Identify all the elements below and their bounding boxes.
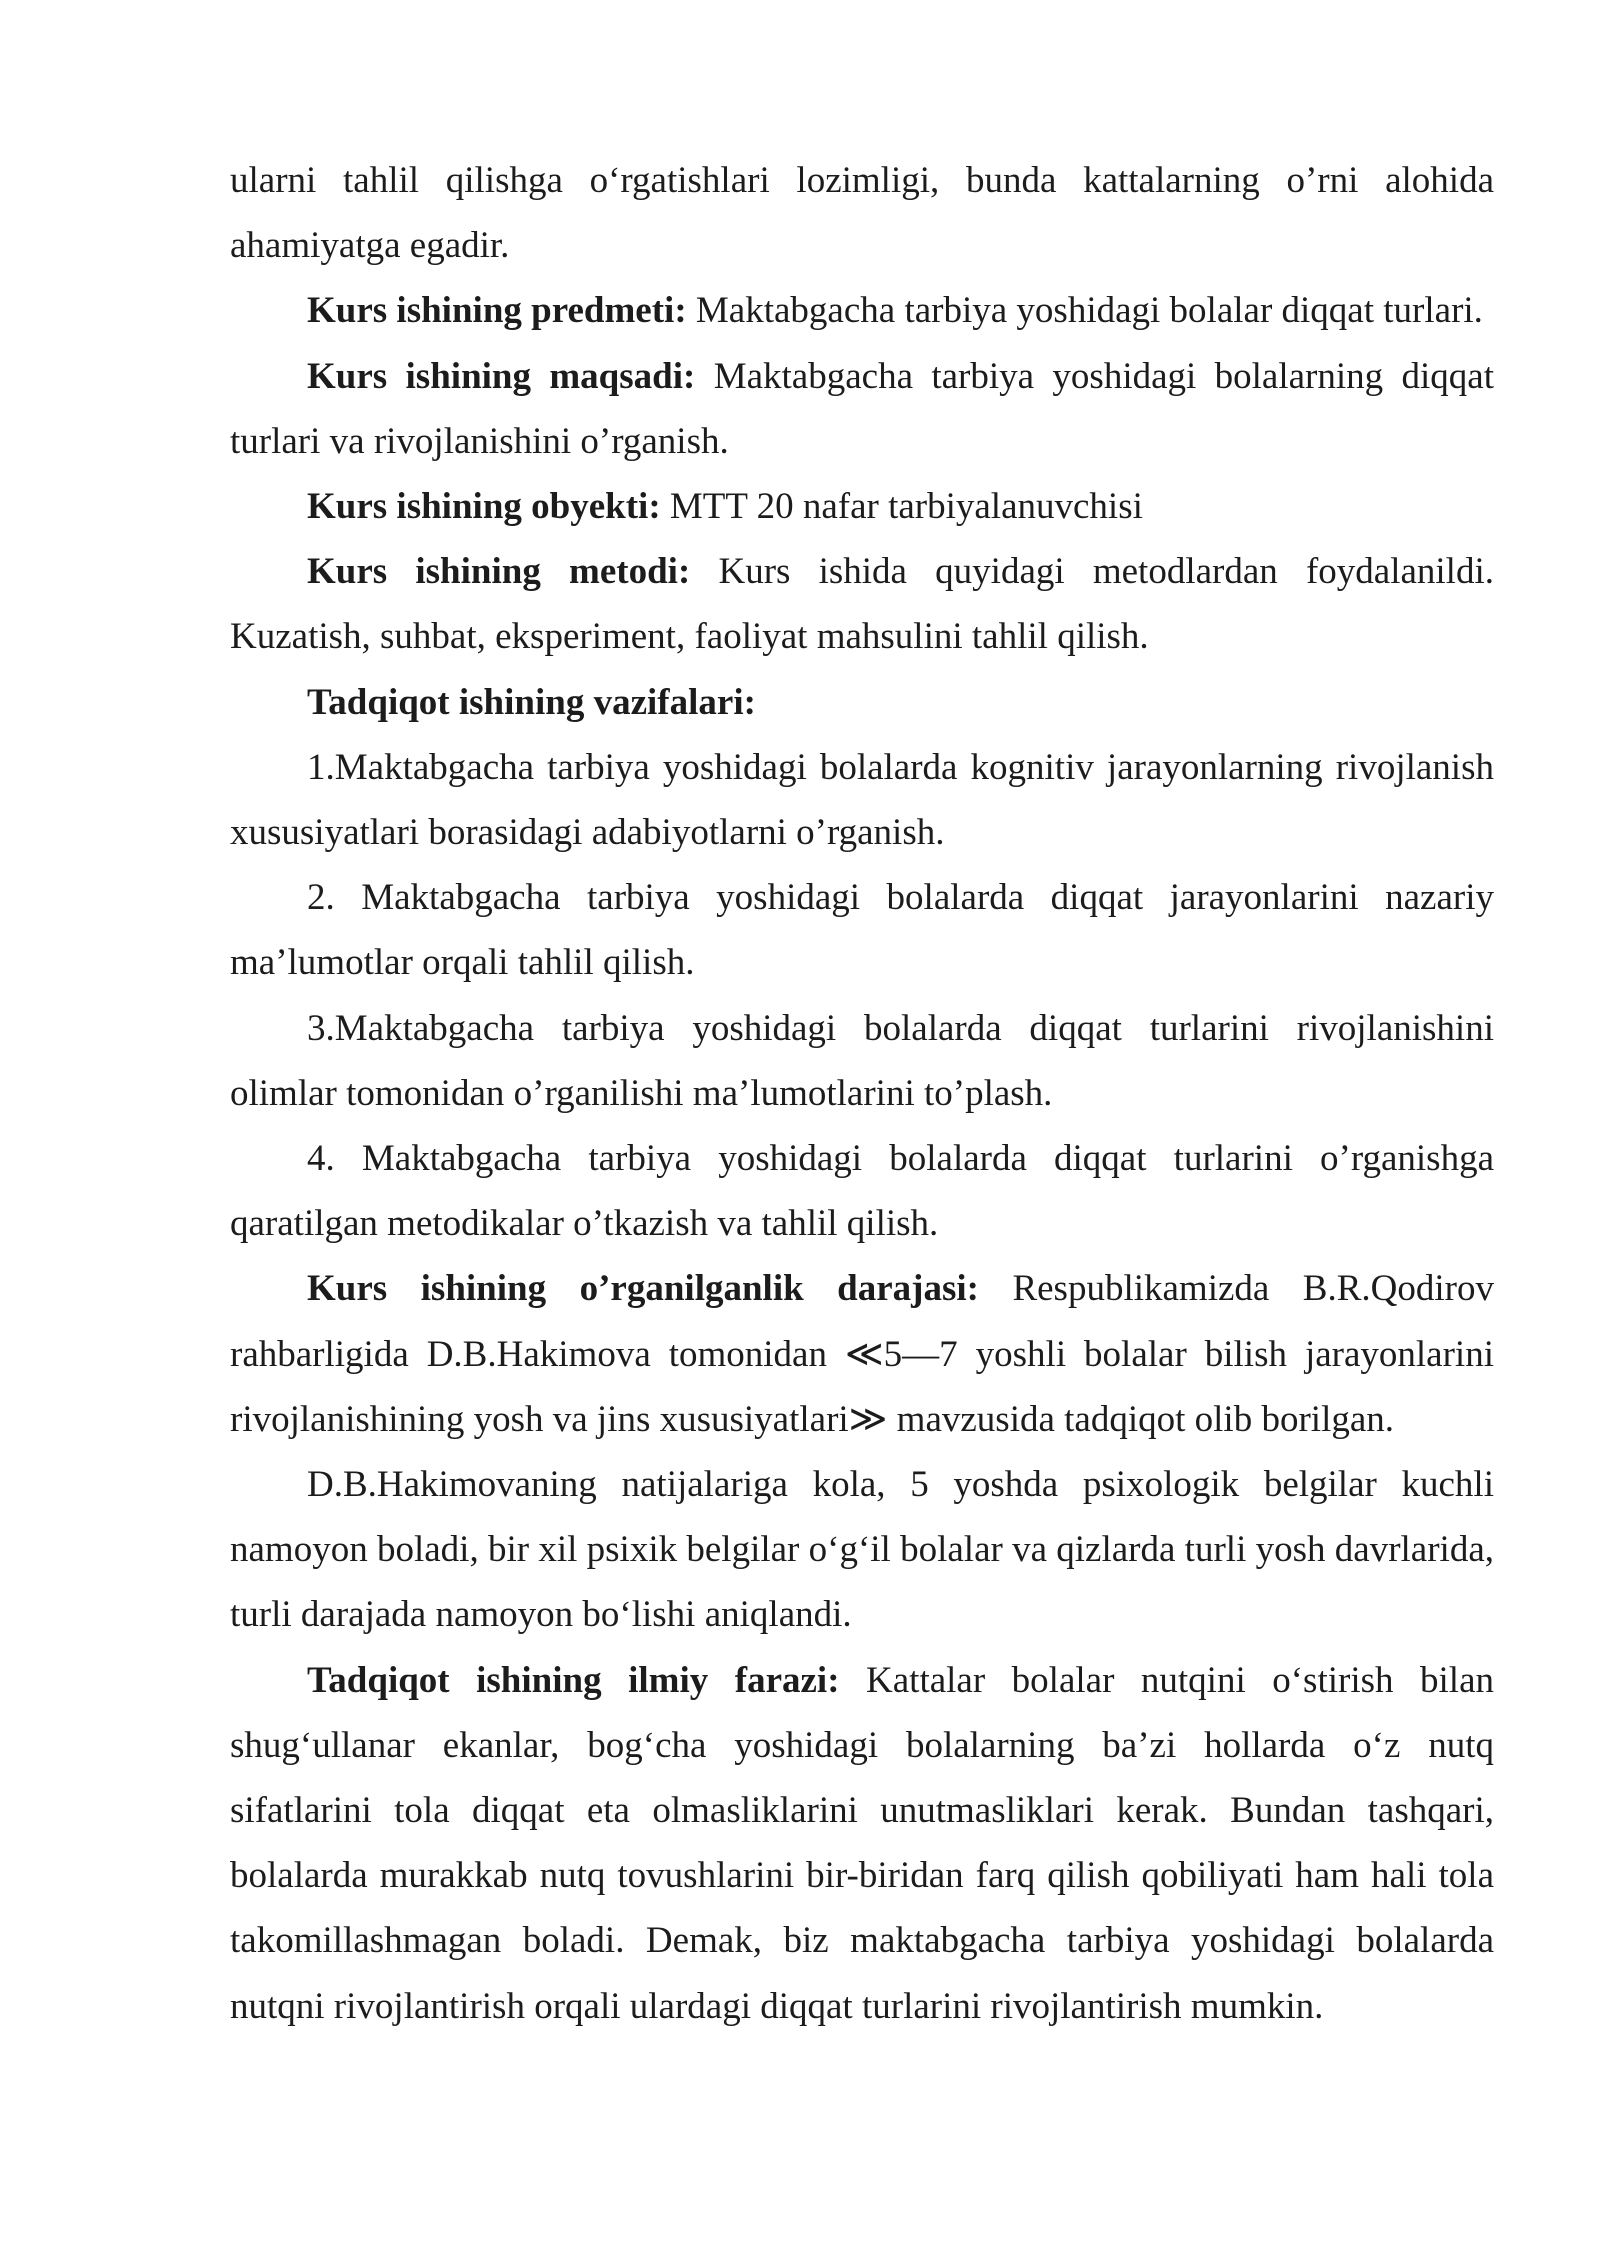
- paragraph-label: Tadqiqot ishining vazifalari:: [307, 681, 756, 723]
- paragraph-tasks-heading: [230, 670, 1494, 735]
- paragraph-object: [230, 474, 1494, 539]
- paragraph-label: Kurs ishining metodi:: [307, 551, 691, 593]
- paragraph-text: Kattalar bolalar nutqini o‘stirish bilan shug‘ullanar ekanlar, bog‘cha yoshidagi bolalarning ba’zi hollarda o‘z nutq sifatlarini tola diqqat eta olmasliklarini unutmasliklari kerak. Bundan tashqari, bolalarda murakkab nutq tovushlarini bir-biridan farq qilish qobiliyati ham hali tola takomillashmagan boladi. Demak, biz maktabgacha tarbiya yoshidagi bolalarda nutqni rivojlantirish orqali ulardagi diqqat turlarini rivojlantirish mumkin.: [230, 1659, 1494, 2027]
- paragraph-task-4: [230, 1126, 1494, 1256]
- paragraph-hypothesis: [230, 1648, 1494, 2039]
- paragraph-text: 4. Maktabgacha tarbiya yoshidagi bolalarda diqqat turlarini o’rganishga qaratilgan metodikalar o’tkazish va tahlil qilish.: [230, 1138, 1494, 1245]
- paragraph-subject: [230, 278, 1494, 343]
- paragraph-goal: [230, 344, 1494, 474]
- paragraph-text: 2. Maktabgacha tarbiya yoshidagi bolalarda diqqat jarayonlarini nazariy ma’lumotlar orqali tahlil qilish.: [230, 877, 1494, 984]
- paragraph-text: Kurs ishida quyidagi metodlardan foydalanildi. Kuzatish, suhbat, eksperiment, faoliyat mahsulini tahlil qilish.: [230, 551, 1494, 658]
- paragraph-text: D.B.Hakimovaning natijalariga kola, 5 yoshda psixologik belgilar kuchli namoyon boladi, bir xil psixik belgilar o‘g‘il bolalar va qizlarda turli yosh davrlarida, turli darajada namoyon bo‘lishi aniqlandi.: [230, 1464, 1494, 1636]
- paragraph-text: Maktabgacha tarbiya yoshidagi bolalarning diqqat turlari va rivojlanishini o’rganish.: [230, 355, 1494, 462]
- paragraph-task-1: [230, 735, 1494, 865]
- paragraph-label: Kurs ishining o’rganilganlik darajasi:: [307, 1268, 979, 1310]
- paragraph-text: Maktabgacha tarbiya yoshidagi bolalar diqqat turlari.: [686, 290, 1483, 332]
- paragraph-label: Kurs ishining maqsadi:: [307, 355, 696, 397]
- paragraph-text: ularni tahlil qilishga o‘rgatishlari lozimligi, bunda kattalarning o’rni alohida ahamiyatga egadir.: [230, 160, 1494, 267]
- paragraph-text: 1.Maktabgacha tarbiya yoshidagi bolalarda kognitiv jarayonlarning rivojlanish xususiyatlari borasidagi adabiyotlarni o’rganish.: [230, 746, 1494, 854]
- paragraph-text: MTT 20 nafar tarbiyalanuvchisi: [660, 486, 1143, 528]
- paragraph-study-level: [230, 1256, 1494, 1452]
- paragraph-method: [230, 539, 1494, 669]
- paragraph-continuation: [230, 148, 1494, 278]
- paragraph-text: 3.Maktabgacha tarbiya yoshidagi bolalarda diqqat turlarini rivojlanishini olimlar tomonidan o’rganilishi ma’lumotlarini to’plash.: [230, 1007, 1494, 1114]
- paragraph-task-3: [230, 996, 1494, 1126]
- paragraph-task-2: [230, 865, 1494, 995]
- paragraph-label: Tadqiqot ishining ilmiy farazi:: [307, 1659, 840, 1701]
- paragraph-label: Kurs ishining obyekti:: [307, 486, 661, 528]
- paragraph-label: Kurs ishining predmeti:: [307, 290, 687, 332]
- paragraph-results: [230, 1452, 1494, 1648]
- document-page: [230, 148, 1494, 2039]
- paragraph-text: Respublikamizda B.R.Qodirov rahbarligida D.B.Hakimova tomonidan ≪5—7 yoshli bolalar bilish jarayonlarini rivojlanishining yosh va jins xususiyatlari≫ mavzusida tadqiqot olib borilgan.: [230, 1268, 1494, 1440]
